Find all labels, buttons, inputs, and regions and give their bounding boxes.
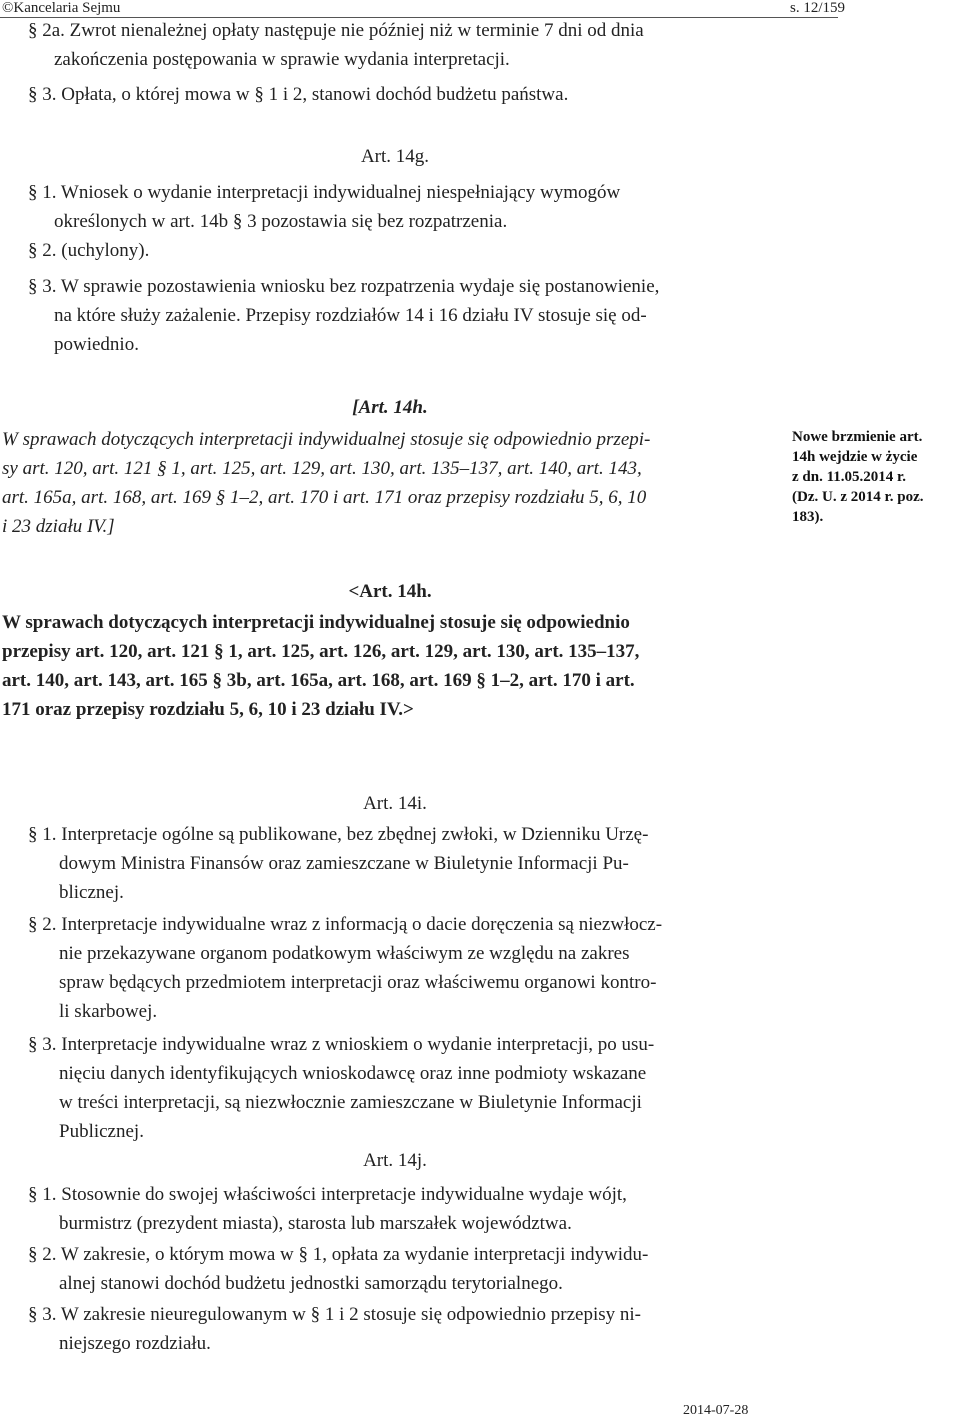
note-line: z dn. 11.05.2014 r. [792,469,907,485]
note-line: (Dz. U. z 2014 r. poz. [792,489,924,505]
text-line: blicznej. [59,882,124,903]
paragraph-14j-3 [28,1300,760,1358]
text-line: § 3. Opłata, o której mowa w § 1 i 2, stanowi dochód budżetu państwa. [28,84,569,105]
text-line: 171 oraz przepisy rozdziału 5, 6, 10 i 23 działu IV.> [2,699,414,720]
text-line: dowym Ministra Finansów oraz zamieszczane w Biuletynie Informacji Pu- [59,853,629,874]
text-line: niejszego rozdziału. [59,1333,211,1354]
paragraph-14h-old [2,425,760,541]
text-line: Publicznej. [59,1121,144,1142]
paragraph-14g-1 [28,178,760,236]
paragraph-14j-2 [28,1240,760,1298]
text-line: § 1. Stosownie do swojej właściwości interpretacje indywidualne wydaje wójt, [28,1184,627,1205]
footer-date: 2014-07-28 [683,1403,749,1418]
text-line: sy art. 120, art. 121 § 1, art. 125, art. 129, art. 130, art. 135–137, art. 140, art. 143, [2,458,642,479]
text-line: spraw będących przedmiotem interpretacji oraz właściwemu organowi kontro- [59,972,657,993]
text-line: nie przekazywane organom podatkowym właściwym ze względu na zakres [59,943,630,964]
text-line: i 23 działu IV.] [2,516,115,537]
paragraph-14h-new [2,608,760,724]
text-line: art. 140, art. 143, art. 165 § 3b, art. 165a, art. 168, art. 169 § 1–2, art. 170 i art. [2,670,635,691]
note-line: 183). [792,509,824,525]
note-line: Nowe brzmienie art. [792,429,923,445]
text-line: § 2. (uchylony). [28,240,150,261]
paragraph-14g-3 [28,272,760,359]
text-line: § 3. W sprawie pozostawienia wniosku bez rozpatrzenia wydaje się postanowienie, [28,276,660,297]
header-source: ©Kancelaria Sejmu [2,0,121,16]
text-line: w treści interpretacji, są niezwłocznie zamieszczane w Biuletynie Informacji [59,1092,642,1113]
text-line: § 2. Interpretacje indywidualne wraz z informacją o dacie doręczenia są niezwłocz- [28,914,663,935]
article-heading-14h-new: <Art. 14h. [348,581,432,602]
text-line: powiednio. [54,334,139,355]
paragraph-14j-1 [28,1180,760,1238]
text-line: § 1. Wniosek o wydanie interpretacji indywidualnej niespełniający wymogów [28,182,621,203]
text-line: § 3. W zakresie nieuregulowanym w § 1 i 2 stosuje się odpowiednio przepisy ni- [28,1304,641,1325]
article-heading-14g: Art. 14g. [360,146,430,167]
paragraph-14i-2 [28,910,760,1026]
text-line: art. 165a, art. 168, art. 169 § 1–2, art. 170 i art. 171 oraz przepisy rozdziału 5, 6, 10 [2,487,647,508]
text-line: zakończenia postępowania w sprawie wydania interpretacji. [54,49,510,70]
page-number: s. 12/159 [790,0,846,16]
paragraph-14i-1 [28,820,760,907]
text-line: § 1. Interpretacje ogólne są publikowane, bez zbędnej zwłoki, w Dzienniku Urzę- [28,824,649,845]
side-note [792,427,957,527]
text-line: § 2a. Zwrot nienależnej opłaty następuje nie później niż w terminie 7 dni od dnia [28,20,644,41]
text-line: § 3. Interpretacje indywidualne wraz z wnioskiem o wydanie interpretacji, po usu- [28,1034,655,1055]
text-line: burmistrz (prezydent miasta), starosta lub marszałek województwa. [59,1213,572,1234]
text-line: W sprawach dotyczących interpretacji indywidualnej stosuje się odpowiednio przepi- [2,429,651,450]
paragraph-2a [28,16,760,74]
text-line: alnej stanowi dochód budżetu jednostki samorządu terytorialnego. [59,1273,563,1294]
paragraph-14i-3 [28,1030,760,1146]
text-line: li skarbowej. [59,1001,158,1022]
text-line: na które służy zażalenie. Przepisy rozdziałów 14 i 16 działu IV stosuje się od- [54,305,647,326]
note-line: 14h wejdzie w życie [792,449,918,465]
text-line: nięciu danych identyfikujących wnioskodawcę oraz inne podmioty wskazane [59,1063,647,1084]
paragraph-3 [28,80,760,109]
text-line: § 2. W zakresie, o którym mowa w § 1, opłata za wydanie interpretacji indywidu- [28,1244,649,1265]
text-line: przepisy art. 120, art. 121 § 1, art. 125, art. 126, art. 129, art. 130, art. 135–137, [2,641,640,662]
article-heading-14i: Art. 14i. [363,793,427,814]
text-line: określonych w art. 14b § 3 pozostawia się bez rozpatrzenia. [54,211,508,232]
article-heading-14j: Art. 14j. [363,1150,427,1171]
text-line: W sprawach dotyczących interpretacji indywidualnej stosuje się odpowiednio [2,612,630,633]
article-heading-14h-old: [Art. 14h. [352,397,428,418]
paragraph-14g-2 [28,236,760,265]
